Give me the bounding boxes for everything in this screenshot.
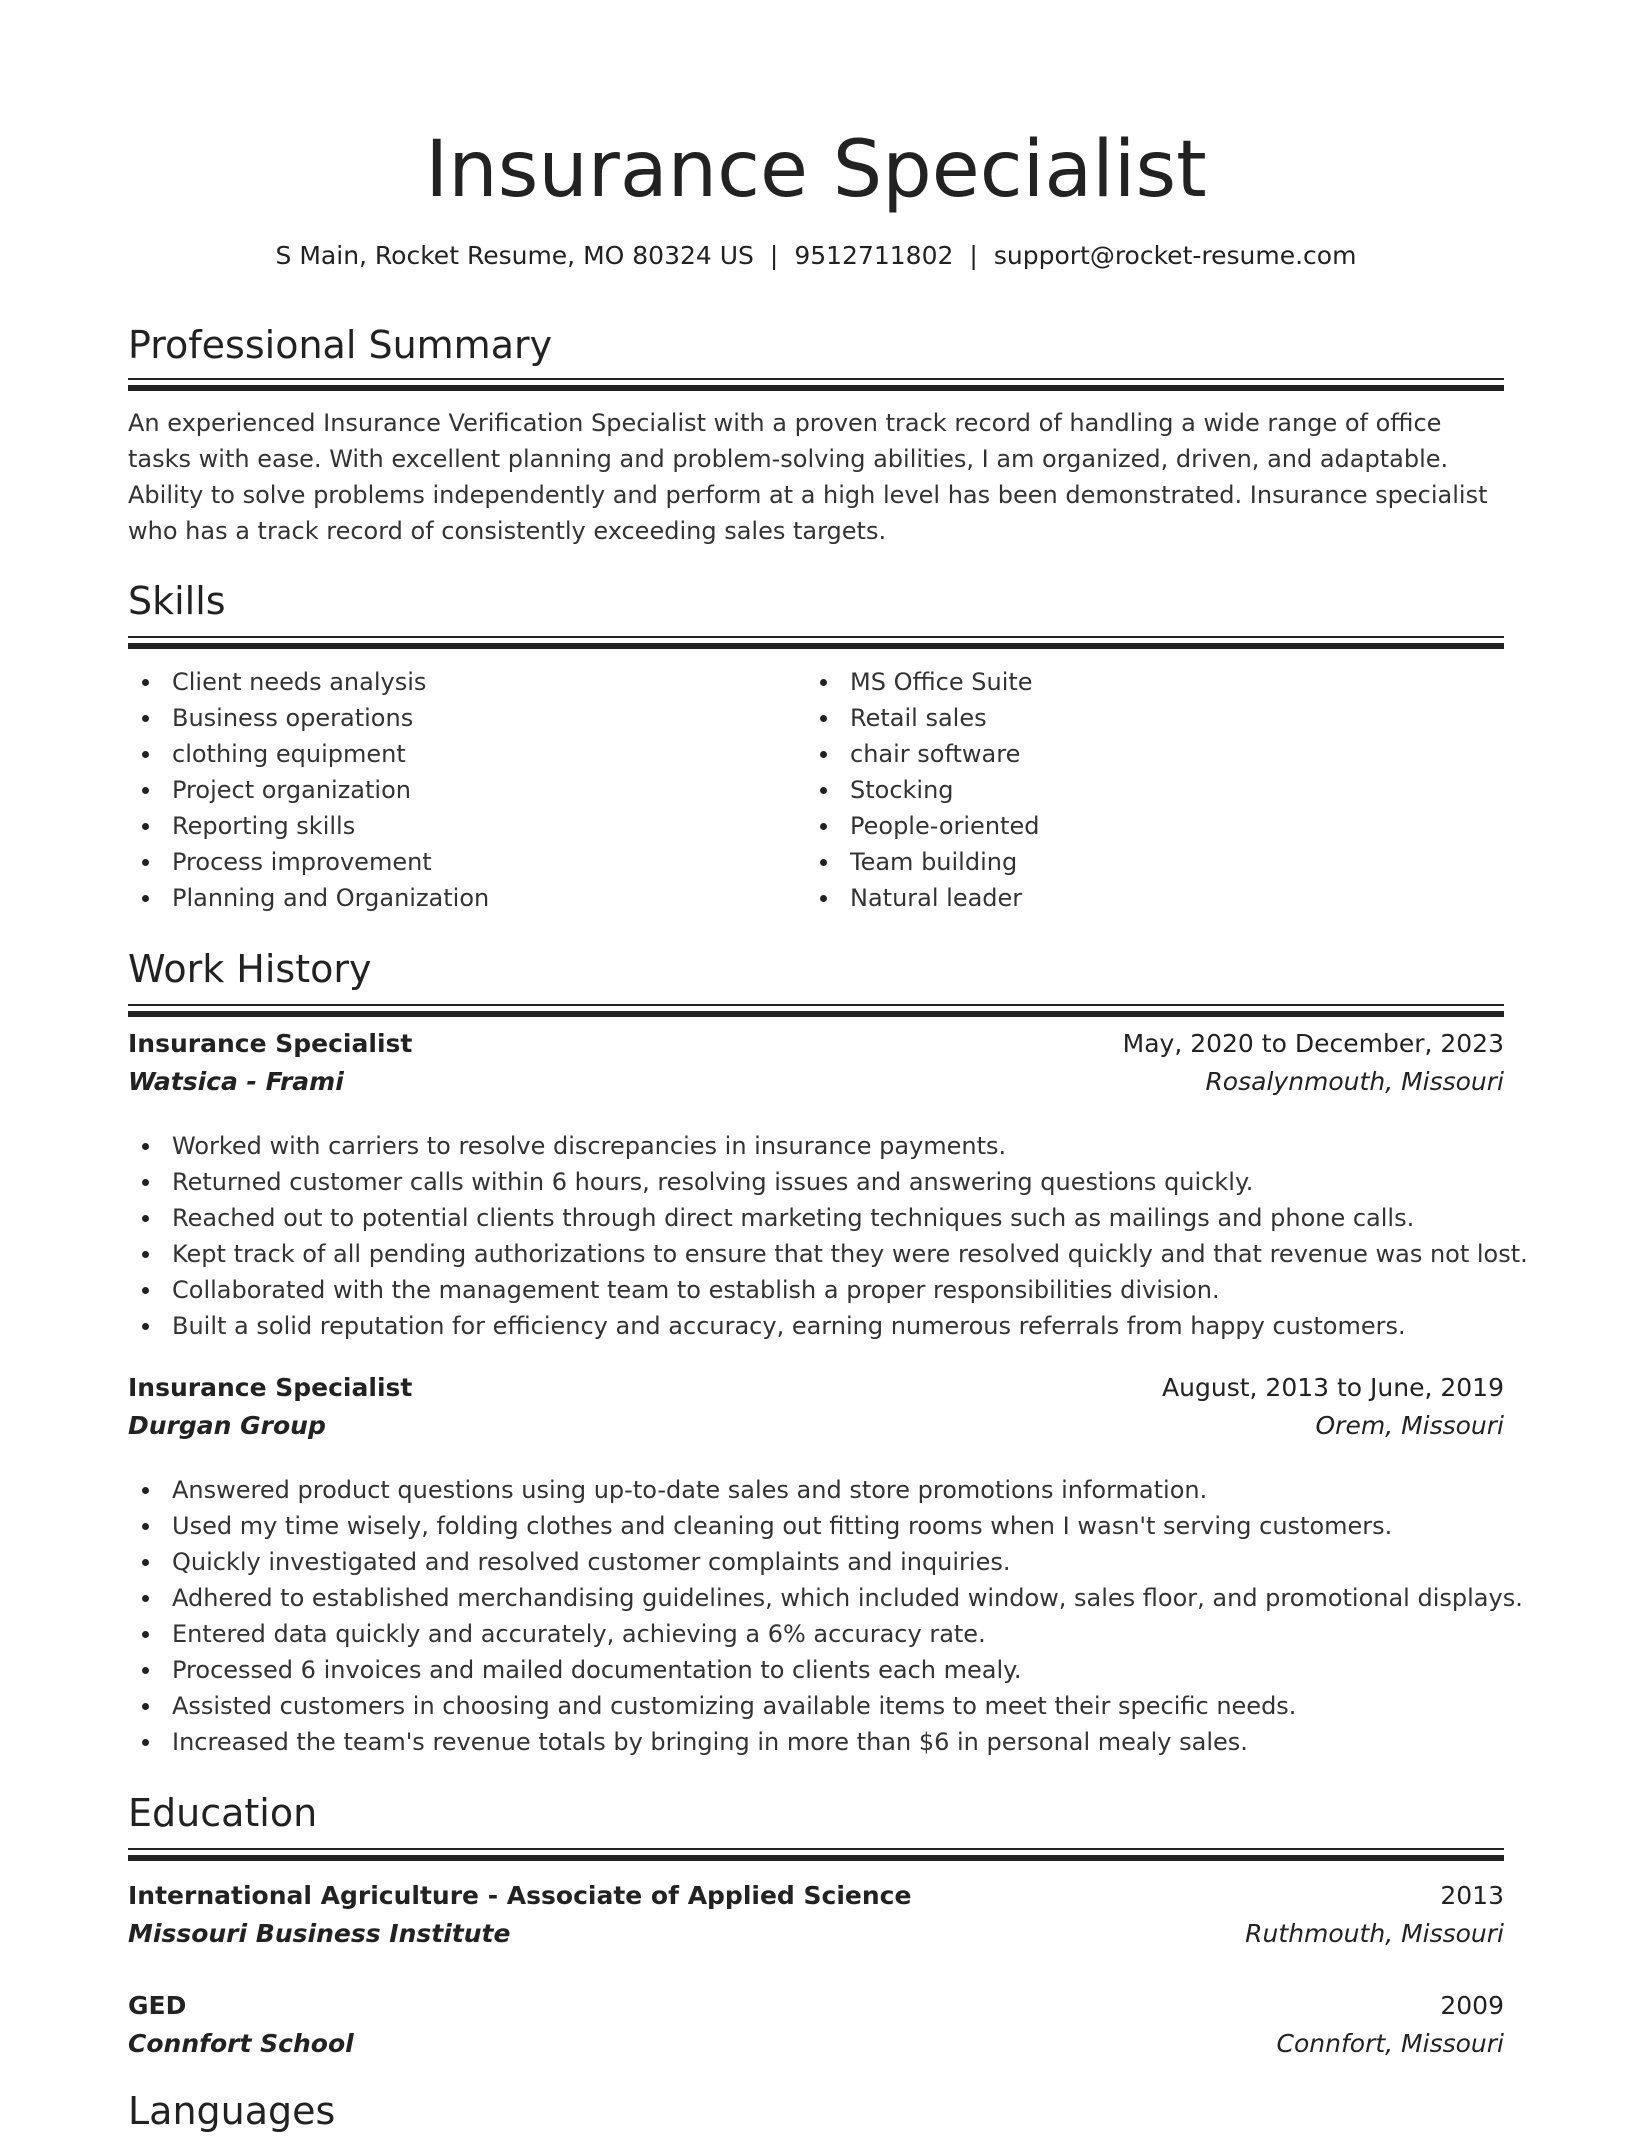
skills-list-left bbox=[128, 664, 489, 916]
section-heading-education: Education bbox=[128, 1791, 318, 1835]
section-heading-summary: Professional Summary bbox=[128, 323, 553, 367]
education-section bbox=[128, 1788, 1504, 1838]
skill-item: People-oriented bbox=[806, 808, 1039, 844]
skill-item: Business operations bbox=[128, 700, 489, 736]
job-bullets bbox=[128, 1472, 1523, 1760]
education-subheader bbox=[128, 2026, 1504, 2062]
languages-section bbox=[128, 2086, 1504, 2136]
contact-separator: | bbox=[969, 241, 978, 270]
job-bullets bbox=[128, 1128, 1528, 1344]
job-subheader bbox=[128, 1064, 1504, 1100]
education-degree: GED bbox=[128, 1991, 187, 2020]
contact-address: S Main, Rocket Resume, MO 80324 US bbox=[275, 241, 754, 270]
job-bullet: Kept track of all pending authorizations to ensure that they were resolved quickly and that revenue was not lost. bbox=[128, 1236, 1504, 1272]
job-bullet: Used my time wisely, folding clothes and cleaning out fitting rooms when I wasn't serving customers. bbox=[128, 1508, 1504, 1544]
education-header bbox=[128, 1878, 1504, 1914]
skills-section bbox=[128, 576, 1504, 626]
contact-separator: | bbox=[769, 241, 779, 270]
skill-item: Client needs analysis bbox=[128, 664, 489, 700]
job-title: Insurance Specialist bbox=[128, 1373, 413, 1402]
work-section bbox=[128, 944, 1504, 994]
education-school: Missouri Business Institute bbox=[128, 1919, 511, 1948]
job-subheader bbox=[128, 1408, 1504, 1444]
job-bullet: Answered product questions using up-to-date sales and store promotions information. bbox=[128, 1472, 1504, 1508]
skill-item: Stocking bbox=[806, 772, 1039, 808]
skill-item: Team building bbox=[806, 844, 1039, 880]
skill-item: clothing equipment bbox=[128, 736, 489, 772]
resume-title: Insurance Specialist bbox=[425, 125, 1207, 215]
job-bullet: Processed 6 invoices and mailed documentation to clients each mealy. bbox=[128, 1652, 1504, 1688]
education-header bbox=[128, 1988, 1504, 2024]
job-bullet: Quickly investigated and resolved customer complaints and inquiries. bbox=[128, 1544, 1504, 1580]
contact-email: support@rocket-resume.com bbox=[993, 241, 1357, 270]
job-dates: May, 2020 to December, 2023 bbox=[1122, 1029, 1504, 1058]
job-bullet: Assisted customers in choosing and customizing available items to meet their specific needs. bbox=[128, 1688, 1504, 1724]
summary-section bbox=[128, 320, 1504, 370]
job-location: Rosalynmouth, Missouri bbox=[1205, 1067, 1504, 1096]
job-company: Watsica - Frami bbox=[128, 1067, 344, 1096]
job-bullet: Reached out to potential clients through direct marketing techniques such as mailings and phone calls. bbox=[128, 1200, 1504, 1236]
job-header bbox=[128, 1026, 1504, 1062]
education-year: 2013 bbox=[1440, 1881, 1504, 1910]
skill-item: Process improvement bbox=[128, 844, 489, 880]
job-bullet: Entered data quickly and accurately, achieving a 6% accuracy rate. bbox=[128, 1616, 1504, 1652]
skill-item: Retail sales bbox=[806, 700, 1039, 736]
education-subheader bbox=[128, 1916, 1504, 1952]
job-bullet: Increased the team's revenue totals by bringing in more than $6 in personal mealy sales. bbox=[128, 1724, 1504, 1760]
job-bullet: Returned customer calls within 6 hours, resolving issues and answering questions quickly. bbox=[128, 1164, 1504, 1200]
skill-item: Project organization bbox=[128, 772, 489, 808]
skill-item: MS Office Suite bbox=[806, 664, 1039, 700]
section-heading-skills: Skills bbox=[128, 579, 226, 623]
contact-line bbox=[128, 236, 1504, 276]
job-bullet: Collaborated with the management team to establish a proper responsibilities division. bbox=[128, 1272, 1504, 1308]
section-heading-languages: Languages bbox=[128, 2089, 336, 2133]
job-header bbox=[128, 1370, 1504, 1406]
education-location: Connfort, Missouri bbox=[1276, 2029, 1504, 2058]
education-school: Connfort School bbox=[128, 2029, 354, 2058]
skill-item: Reporting skills bbox=[128, 808, 489, 844]
education-degree: International Agriculture - Associate of Applied Science bbox=[128, 1881, 912, 1910]
education-year: 2009 bbox=[1440, 1991, 1504, 2020]
skill-item: Planning and Organization bbox=[128, 880, 489, 916]
job-company: Durgan Group bbox=[128, 1411, 326, 1440]
job-bullet: Adhered to established merchandising guidelines, which included window, sales floor, and promotional displays. bbox=[128, 1580, 1504, 1616]
job-location: Orem, Missouri bbox=[1315, 1411, 1504, 1440]
skill-item: chair software bbox=[806, 736, 1039, 772]
section-heading-work: Work History bbox=[128, 947, 372, 991]
job-bullet: Built a solid reputation for efficiency and accuracy, earning numerous referrals from happy customers. bbox=[128, 1308, 1504, 1344]
skill-item: Natural leader bbox=[806, 880, 1039, 916]
job-dates: August, 2013 to June, 2019 bbox=[1162, 1373, 1504, 1402]
contact-phone: 9512711802 bbox=[794, 241, 954, 270]
job-bullet: Worked with carriers to resolve discrepancies in insurance payments. bbox=[128, 1128, 1504, 1164]
summary-text: An experienced Insurance Verification Specialist with a proven track record of handling a wide range of office tasks with ease. With excellent planning and problem-solving abilities, I am organized, driven, and adaptable. Ability to solve problems independently and perform at a high level has been demonstrated. Insurance specialist who has a track record of consistently exceeding sales targets. bbox=[128, 409, 1488, 545]
skills-list-right bbox=[806, 664, 1039, 916]
education-location: Ruthmouth, Missouri bbox=[1245, 1919, 1504, 1948]
job-title: Insurance Specialist bbox=[128, 1029, 413, 1058]
